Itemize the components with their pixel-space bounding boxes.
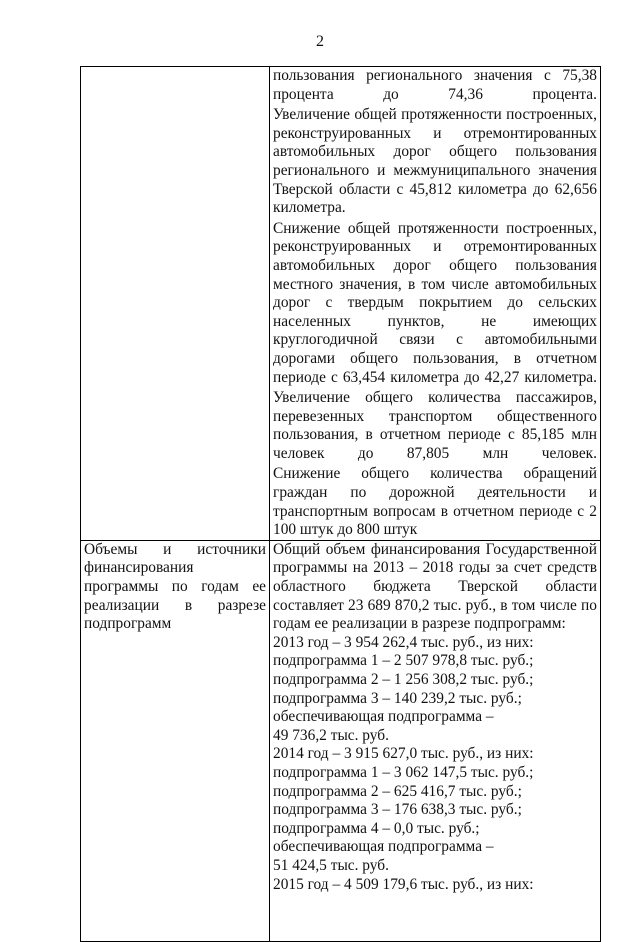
program-passport-table — [80, 66, 601, 942]
funding-line: 49 736,2 тыс. руб. — [273, 726, 389, 744]
funding-line: 51 424,5 тыс. руб. — [273, 856, 389, 874]
page-number: 2 — [316, 33, 324, 50]
indicator-paragraph: Увеличение общей протяженности построенных, реконструированных и отремонтированных автомобильных дорог общего пользования регионального и межмуниципального значения Тверской области с 45,812 километра до 62,656 километра. — [273, 106, 597, 217]
funding-intro: Общий объем финансирования Государственной программы на 2013 – 2018 годы за счет средств областного бюджета Тверской области составляет 23 689 870,2 тыс. руб., в том числе по годам ее реализации в разрезе подпрограмм: — [273, 540, 597, 633]
indicator-paragraph: Снижение общего количества обращений граждан по дорожной деятельности и транспортным вопросам в отчетном периоде с 2 100 штук до 800 штук — [273, 465, 597, 539]
funding-line: 2013 год – 3 954 262,4 тыс. руб., из них: — [273, 633, 534, 651]
funding-line: подпрограмма 2 – 625 416,7 тыс. руб.; — [273, 782, 522, 800]
indicators-cell — [270, 67, 601, 541]
indicator-paragraph: Снижение общей протяженности построенных, реконструированных и отремонтированных автомобильных дорог общего пользования местного значения, в том числе автомобильных дорог с твердым покрытием до сельских населенных пунктов, не имеющих круглогодичной связи с автомобильными дорогами общего пользования, в отчетном периоде с 63,454 километра до 42,27 километра. — [273, 219, 597, 386]
row-label-cell — [81, 67, 270, 541]
funding-line: подпрограмма 3 – 140 239,2 тыс. руб.; — [273, 689, 522, 707]
funding-line: подпрограмма 4 – 0,0 тыс. руб.; — [273, 819, 480, 837]
table-row — [81, 67, 601, 541]
funding-line: подпрограмма 3 – 176 638,3 тыс. руб.; — [273, 801, 522, 819]
indicator-paragraph: пользования регионального значения с 75,38 процента до 74,36 процента. — [273, 67, 597, 103]
indicator-paragraph: Увеличение общего количества пассажиров, перевезенных транспортом общественного пользования, в отчетном периоде с 85,185 млн человек до 87,805 млн человек. — [273, 389, 597, 462]
funding-line: подпрограмма 1 – 2 507 978,8 тыс. руб.; — [273, 652, 534, 670]
funding-line: 2015 год – 4 509 179,6 тыс. руб., из них: — [273, 875, 534, 893]
funding-line: подпрограмма 2 – 1 256 308,2 тыс. руб.; — [273, 671, 534, 688]
funding-cell — [270, 540, 601, 941]
funding-line: подпрограмма 1 – 3 062 147,5 тыс. руб.; — [273, 763, 534, 781]
funding-line: 2014 год – 3 915 627,0 тыс. руб., из них: — [273, 745, 534, 763]
table-row — [81, 540, 601, 941]
funding-line: обеспечивающая подпрограмма – — [273, 838, 494, 856]
funding-line: обеспечивающая подпрограмма – — [273, 708, 494, 726]
row-label-cell: Объемы и источники финансирования программы по годам ее реализации в разрезе подпрограмм — [81, 540, 270, 941]
